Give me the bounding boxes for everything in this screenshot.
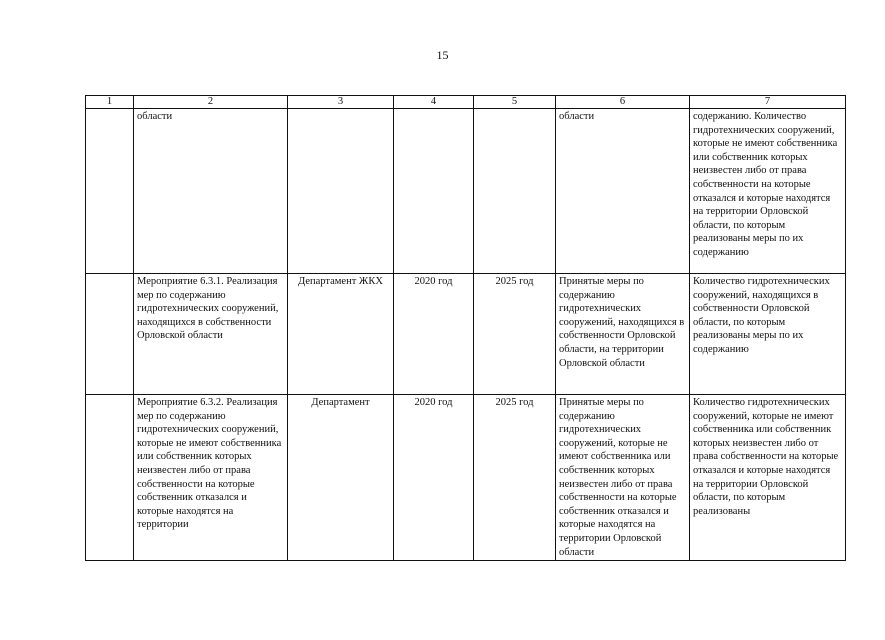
- start-year-cell: 2020 год: [394, 395, 474, 561]
- page-number: 15: [436, 48, 449, 62]
- activities-table: [85, 95, 846, 561]
- expected-result-cell: области: [556, 109, 690, 274]
- start-year-cell: 2020 год: [394, 274, 474, 395]
- activity-name-cell: области: [134, 109, 288, 274]
- end-year-cell: 2025 год: [474, 274, 556, 395]
- column-header-2: 2: [134, 96, 288, 109]
- indicator-cell: содержанию. Количество гидротехнических сооружений, которые не имеют собственника или собственник которых неизвестен либо от права собственности на которые отказался и которые находятся на территории Орловской области, по которым реализованы меры по их содержанию: [690, 109, 846, 274]
- expected-result-cell: Принятые меры по содержанию гидротехнических сооружений, которые не имеют собственника или собственник которых неизвестен либо от права собственности на которые собственник отказался и которые находятся на территории Орловской области: [556, 395, 690, 561]
- table-cell: [86, 109, 134, 274]
- column-header-3: 3: [288, 96, 394, 109]
- responsible-cell: Департамент: [288, 395, 394, 561]
- column-header-6: 6: [556, 96, 690, 109]
- responsible-cell: [288, 109, 394, 274]
- column-header-5: 5: [474, 96, 556, 109]
- table-row: [86, 109, 846, 274]
- indicator-cell: Количество гидротехнических сооружений, находящихся в собственности Орловской области, по которым реализованы меры по их содержанию: [690, 274, 846, 395]
- table-header: [86, 96, 846, 109]
- table-row: [86, 395, 846, 561]
- column-header-4: 4: [394, 96, 474, 109]
- column-header-7: 7: [690, 96, 846, 109]
- table-body: [86, 109, 846, 561]
- start-year-cell: [394, 109, 474, 274]
- end-year-cell: 2025 год: [474, 395, 556, 561]
- table-row: [86, 274, 846, 395]
- activity-name-cell: Мероприятие 6.3.1. Реализация мер по содержанию гидротехнических сооружений, находящихся в собственности Орловской области: [134, 274, 288, 395]
- activity-name-cell: Мероприятие 6.3.2. Реализация мер по содержанию гидротехнических сооружений, которые не имеют собственника или собственник которых неизвестен либо от права собственности на которые собственник отказался и которые находятся на территории: [134, 395, 288, 561]
- column-header-1: 1: [86, 96, 134, 109]
- end-year-cell: [474, 109, 556, 274]
- responsible-cell: Департамент ЖКХ: [288, 274, 394, 395]
- expected-result-cell: Принятые меры по содержанию гидротехнических сооружений, находящихся в собственности Орловской области, на территории Орловской области: [556, 274, 690, 395]
- indicator-cell: Количество гидротехнических сооружений, которые не имеют собственника или собственник которых неизвестен либо от права собственности на которые отказался и которые находятся на территории Орловской области, по которым реализованы: [690, 395, 846, 561]
- table-cell: [86, 395, 134, 561]
- table-cell: [86, 274, 134, 395]
- header-row: [86, 96, 846, 109]
